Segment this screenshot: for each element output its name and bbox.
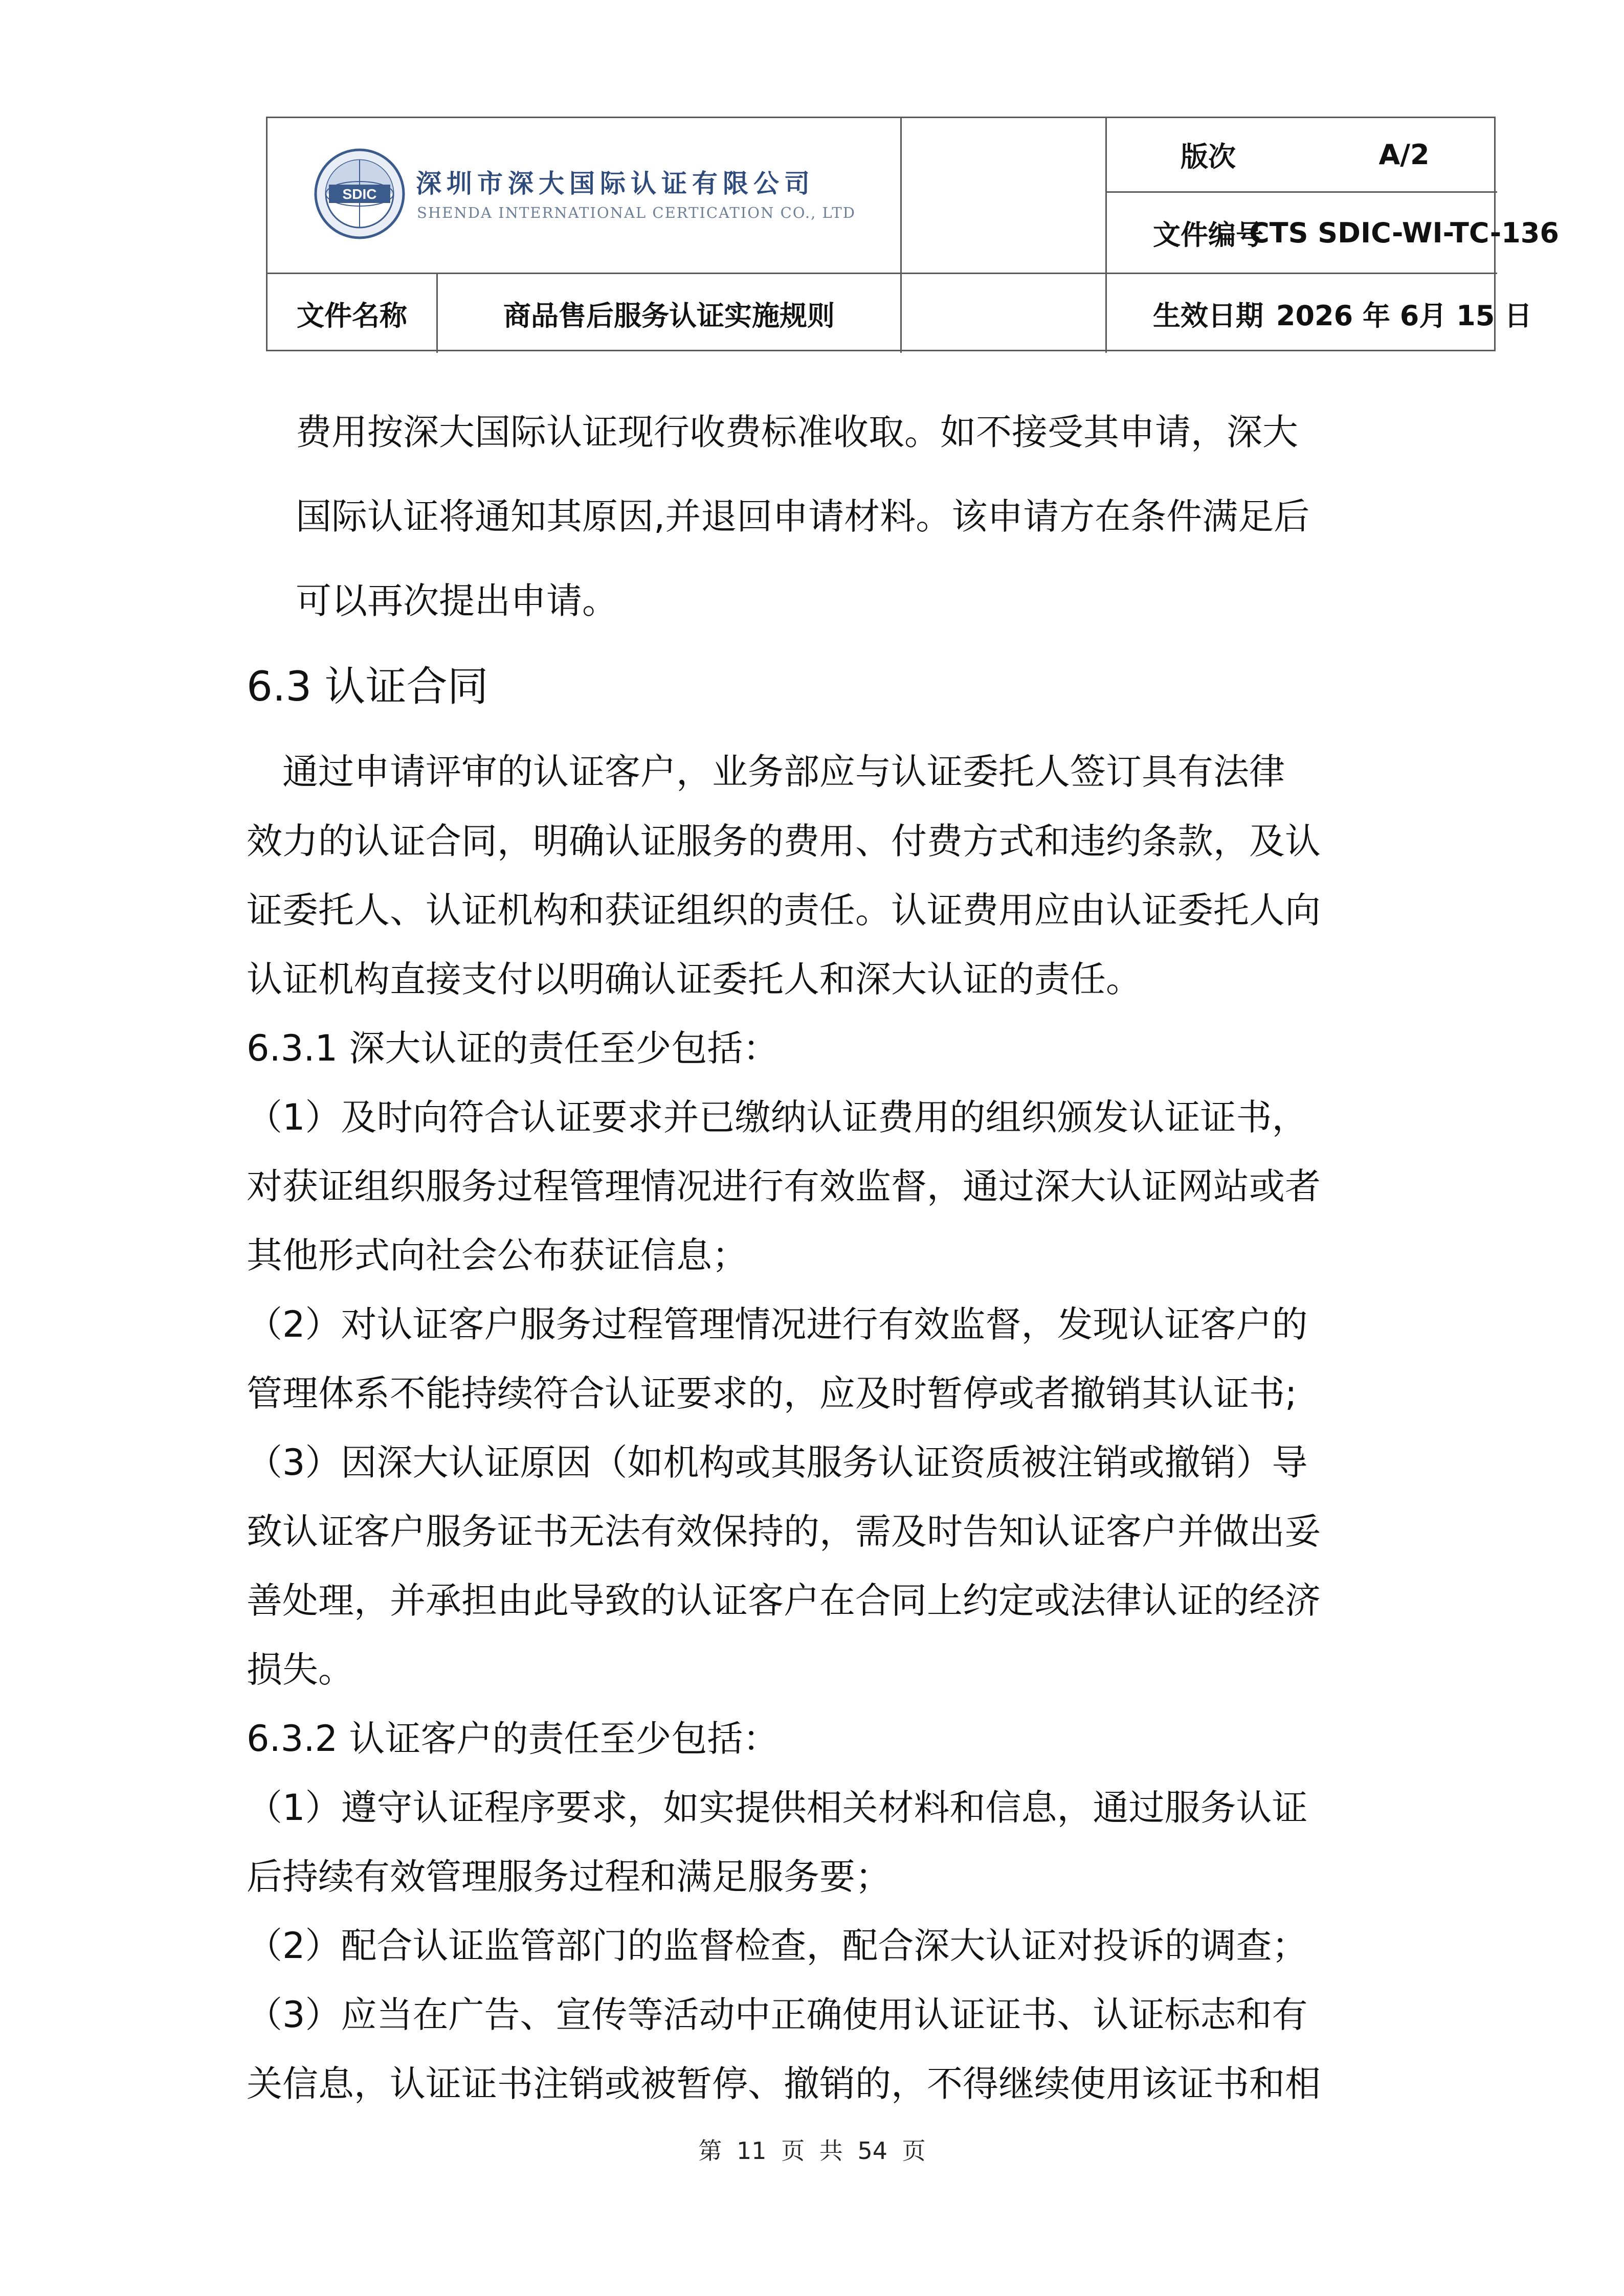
body-line: 致认证客户服务证书无法有效保持的，需及时告知认证客户并做出妥 [247, 1511, 1321, 1552]
footer-suffix: 页 [902, 2137, 926, 2165]
body-line: （1）遵守认证程序要求，如实提供相关材料和信息，通过服务认证 [247, 1787, 1308, 1829]
company-name-cn: 深圳市深大国际认证有限公司 [416, 168, 815, 198]
body-line: （3）因深大认证原因（如机构或其服务认证资质被注销或撤销）导 [247, 1442, 1308, 1483]
body-line: 费用按深大国际认证现行收费标准收取。如不接受其申请，深大 [296, 411, 1298, 453]
effective-date-label: 生效日期 [1153, 299, 1263, 332]
svg-text:SDIC: SDIC [342, 186, 377, 202]
document-header-table [266, 117, 1559, 351]
body-line: （2）配合认证监管部门的监督检查，配合深大认证对投诉的调查； [247, 1925, 1308, 1967]
doc-name-label: 文件名称 [297, 299, 407, 332]
section-heading-6-3: 6.3 认证合同 [247, 663, 488, 710]
body-line: 后持续有效管理服务过程和满足服务要； [247, 1856, 891, 1898]
body-line: 国际认证将通知其原因,并退回申请材料。该申请方在条件满足后 [296, 496, 1310, 537]
body-line: 善处理，并承担由此导致的认证客户在合同上约定或法律认证的经济 [247, 1580, 1321, 1622]
body-line: 损失。 [247, 1649, 354, 1691]
page-footer [0, 2132, 1624, 2166]
body-line: 通过申请评审的认证客户，业务部应与认证委托人签订具有法律 [247, 751, 1285, 793]
body-line: （3）应当在广告、宣传等活动中正确使用认证证书、认证标志和有 [247, 1994, 1308, 2036]
company-name-en: SHENDA INTERNATIONAL CERTICATION CO., LTD [417, 204, 856, 221]
subsection-heading-6-3-1: 6.3.1 深大认证的责任至少包括： [247, 1027, 779, 1069]
current-page-number: 11 [737, 2137, 767, 2165]
footer-middle: 页 共 [781, 2137, 843, 2165]
body-line: （1）及时向符合认证要求并已缴纳认证费用的组织颁发认证证书， [247, 1096, 1308, 1138]
body-line: 对获证组织服务过程管理情况进行有效监督，通过深大认证网站或者 [247, 1165, 1321, 1207]
footer-prefix: 第 [698, 2137, 722, 2165]
body-line: 认证机构直接支付以明确认证委托人和深大认证的责任。 [247, 958, 1142, 1000]
sdic-seal-icon [314, 148, 406, 240]
total-page-count: 54 [857, 2137, 887, 2165]
body-line: 关信息，认证证书注销或被暂停、撤销的，不得继续使用该证书和相 [247, 2063, 1321, 2105]
body-line: 其他形式向社会公布获证信息； [247, 1234, 748, 1276]
version-value: A/2 [1378, 139, 1430, 171]
version-label: 版次 [1181, 141, 1236, 173]
body-line: 管理体系不能持续符合认证要求的，应及时暂停或者撤销其认证书; [247, 1372, 1297, 1414]
body-line: 效力的认证合同，明确认证服务的费用、付费方式和违约条款，及认 [247, 820, 1321, 862]
body-line: 可以再次提出申请。 [296, 580, 618, 622]
effective-date-value: 2026 年 6月 15 日 [1276, 299, 1532, 332]
company-logo [268, 118, 902, 273]
body-line: 证委托人、认证机构和获证组织的责任。认证费用应由认证委托人向 [247, 889, 1321, 931]
doc-number-label: 文件编号 [1153, 218, 1263, 251]
doc-name-value: 商品售后服务认证实施规则 [503, 299, 835, 332]
subsection-heading-6-3-2: 6.3.2 认证客户的责任至少包括： [247, 1718, 779, 1760]
doc-number-value: CTS SDIC-WI-TC-136 [1249, 216, 1559, 249]
body-line: （2）对认证客户服务过程管理情况进行有效监督，发现认证客户的 [247, 1303, 1308, 1345]
